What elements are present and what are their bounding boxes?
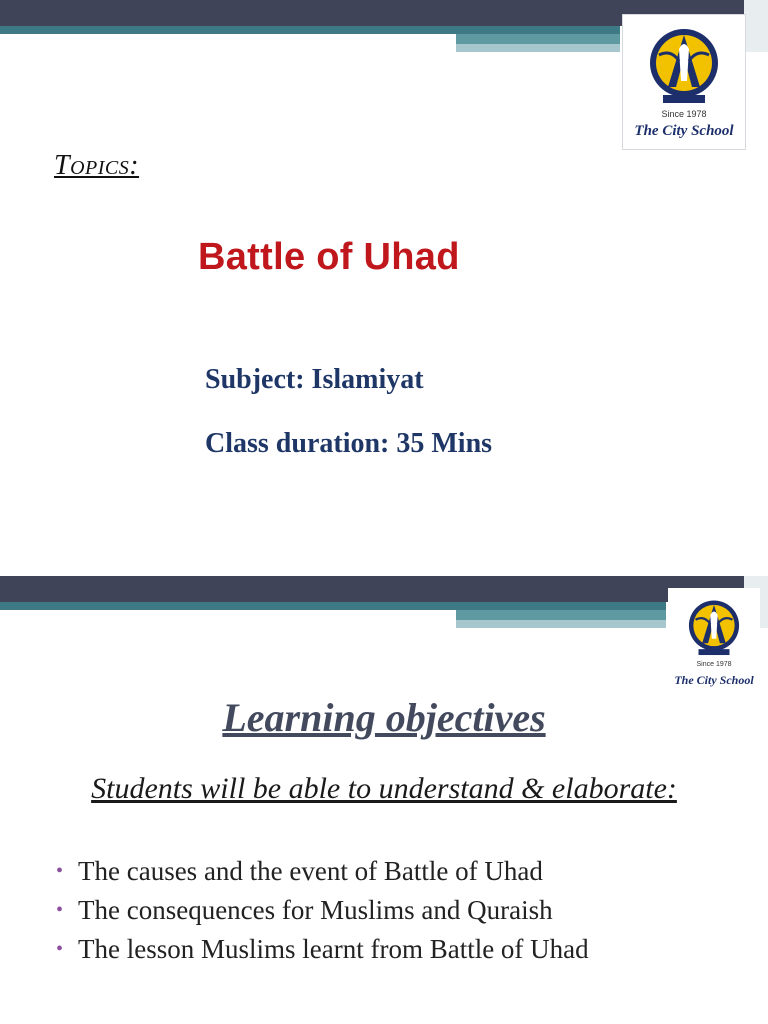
objectives-list	[56, 852, 589, 969]
list-item	[56, 891, 589, 930]
header-bar-dark	[0, 576, 744, 602]
logo-name: The City School	[674, 673, 754, 687]
city-school-crest-icon	[669, 589, 759, 665]
header-bar-teal-secondary	[456, 610, 666, 620]
city-school-crest-icon	[623, 15, 745, 115]
header-bar-light	[456, 620, 666, 628]
logo-since: Since 1978	[661, 109, 707, 119]
header-bar-teal	[0, 602, 666, 610]
bullet-icon: •	[56, 860, 64, 882]
header-bar-light	[456, 44, 620, 52]
bullet-icon: •	[56, 938, 64, 960]
header-bar-teal	[0, 26, 620, 34]
slide-learning-objectives	[0, 576, 768, 1024]
objective-text: The causes and the event of Battle of Uhad	[78, 856, 543, 886]
list-item	[56, 852, 589, 891]
slide-gap	[0, 512, 768, 576]
class-duration-text: Class duration: 35 Mins	[205, 428, 493, 459]
learning-objectives-title: Learning objectives	[222, 695, 546, 740]
subject-text: Subject: Islamiyat	[205, 364, 424, 395]
bullet-icon: •	[56, 899, 64, 921]
header-edge	[744, 0, 768, 52]
header-bar-teal-secondary	[456, 34, 620, 44]
logo-since: Since 1978	[696, 661, 732, 668]
logo-name: The City School	[634, 123, 734, 139]
learning-objectives-subtitle: Students will be able to understand & elaborate:	[91, 772, 677, 805]
topics-label: Topics:	[54, 150, 140, 181]
objective-text: The lesson Muslims learnt from Battle of Uhad	[78, 934, 589, 964]
school-logo	[622, 14, 746, 150]
lesson-title: Battle of Uhad	[198, 236, 460, 278]
list-item	[56, 930, 589, 969]
objective-text: The consequences for Muslims and Quraish	[78, 895, 553, 925]
school-logo	[668, 588, 760, 696]
